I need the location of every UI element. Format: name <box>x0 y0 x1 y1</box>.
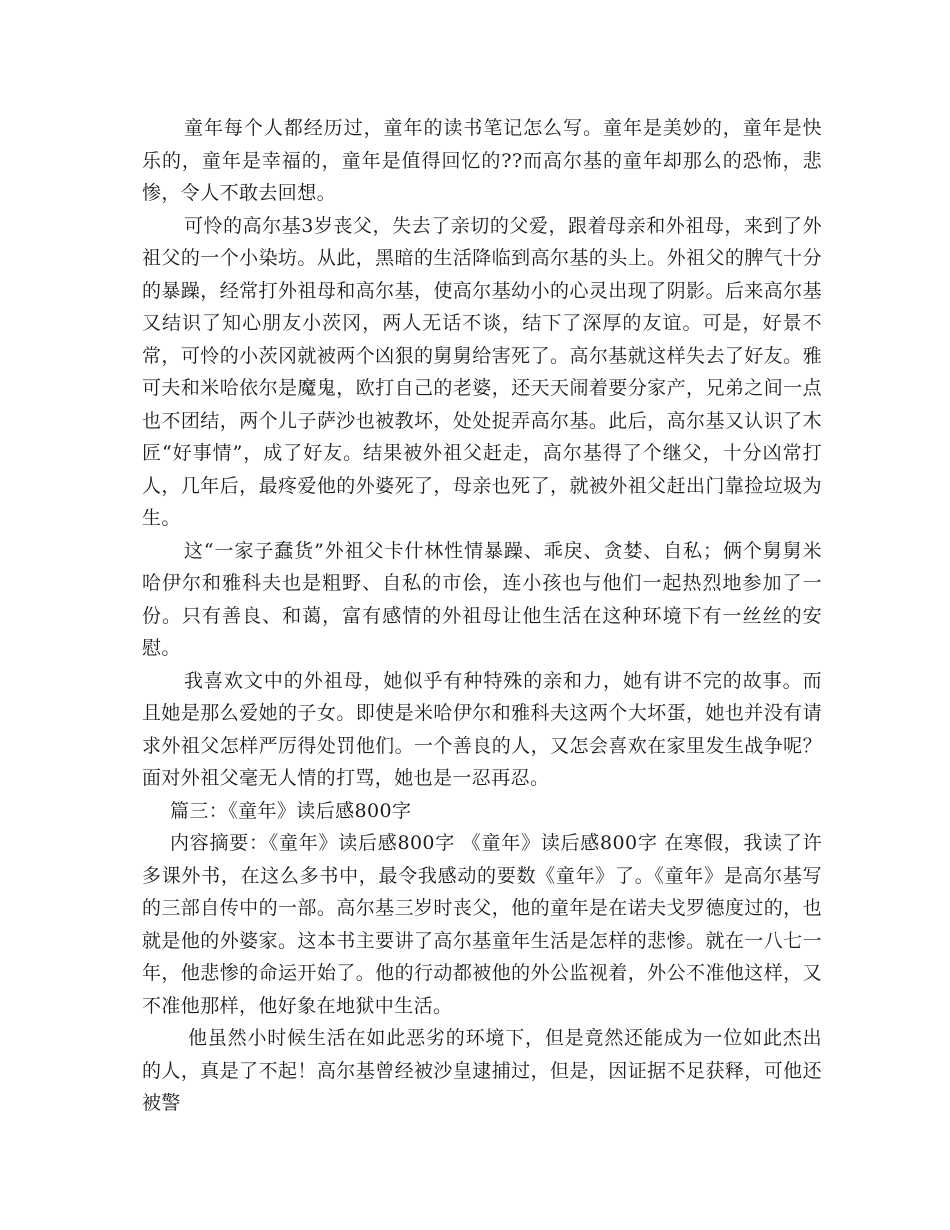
document-page <box>142 112 822 1120</box>
paragraph-childhood-intro: 童年每个人都经历过，童年的读书笔记怎么写。童年是美妙的，童年是快乐的，童年是幸福的，童年是值得回忆的??而高尔基的童年却那么的恐怖，悲惨，令人不敢去回想。 <box>142 117 822 204</box>
paragraph-conclusion: 他虽然小时候生活在如此恶劣的环境下，但是竟然还能成为一位如此杰出的人，真是了不起！高尔基曾经被沙皇逮捕过，但是，因证据不足获释，可他还被警 <box>142 1027 822 1114</box>
section-heading: 篇三：《童年》读后感800字 <box>170 799 412 822</box>
paragraph-gorky-life: 可怜的高尔基3岁丧父，失去了亲切的父爱，跟着母亲和外祖母，来到了外祖父的一个小染坊。从此，黑暗的生活降临到高尔基的头上。外祖父的脾气十分的暴躁，经常打外祖母和高尔基，使高尔基幼小的心灵出现了阴影。后来高尔基又结识了知心朋友小茨冈，两人无话不谈，结下了深厚的友谊。可是，好景不常，可怜的小茨冈就被两个凶狠的舅舅给害死了。高尔基就这样失去了好友。雅可夫和米哈依尔是魔鬼，欧打自己的老婆，还天天闹着要分家产，兄弟之间一点也不团结，两个儿子萨沙也被教坏，处处捉弄高尔基。此后，高尔基又认识了木匠“好事情”，成了好友。结果被外祖父赶走，高尔基得了个继父，十分凶常打人，几年后，最疼爱他的外婆死了，母亲也死了，就被外祖父赶出门靠捡垃圾为生。 <box>142 214 822 529</box>
paragraph-summary: 内容摘要：《童年》读后感800字 《童年》读后感800字 在寒假，我读了许多课外书，在这么多书中，最令我感动的要数《童年》了。《童年》是高尔基写的三部自传中的一部。高尔基三岁时丧父，他的童年是在诺夫戈罗德度过的，也就是他的外婆家。这本书主要讲了高尔基童年生活是怎样的悲惨。就在一八七一年，他悲惨的命运开始了。他的行动都被他的外公监视着，外公不准他这样，又不准他那样，他好象在地狱中生活。 <box>142 832 822 1017</box>
paragraph-family: 这“一家子蠢货”外祖父卡什林性情暴躁、乖戾、贪婪、自私；俩个舅舅米哈伊尔和雅科夫也是粗野、自私的市侩，连小孩也与他们一起热烈地参加了一份。只有善良、和蔼，富有感情的外祖母让他生活在这种环境下有一丝丝的安慰。 <box>142 539 822 659</box>
paragraph-grandmother: 我喜欢文中的外祖母，她似乎有种特殊的亲和力，她有讲不完的故事。而且她是那么爱她的子女。即使是米哈伊尔和雅科夫这两个大坏蛋，她也并没有请求外祖父怎样严厉得处罚他们。一个善良的人，又怎会喜欢在家里发生战争呢？面对外祖父毫无人情的打骂，她也是一忍再忍。 <box>142 669 822 789</box>
